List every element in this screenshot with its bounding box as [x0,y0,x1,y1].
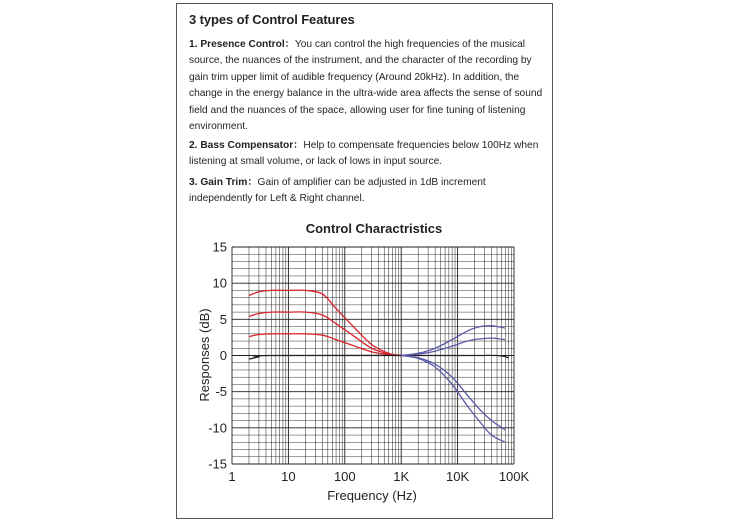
feature-text: You can control the high frequencies of the musical source, the nuances of the instrument, and the character of the recording by gain trim upper limit of audible frequency (Around 20kHz). In addition, the change in the energy balance in the ultra-wide area affects the sense of sound field and the nuances of the space, allowing user for fine tuning of listening environment. [189,39,543,133]
y-tick-label: 10 [212,275,227,291]
x-tick-label: 1 [228,469,236,484]
x-tick-label: 10 [281,469,296,484]
presence-curve [401,356,505,431]
chart-ticks [208,240,529,485]
y-tick-label: 0 [219,348,227,363]
y-tick-label: -10 [208,420,227,436]
feature-label: 1. Presence Control： [189,39,295,50]
feature-label: 2. Bass Compensator： [189,140,304,151]
section-title: 3 types of Control Features [189,12,355,27]
feature-text: Gain of amplifier can be adjusted in 1dB increment independently for Left & Right channel. [189,177,486,205]
y-tick-label: 15 [212,239,227,255]
feature-text: Help to compensate frequencies below 100Hz when listening at small volume, or lack of lows in input source. [189,140,539,168]
x-tick-label: 1K [393,469,410,484]
bass-curve [249,290,401,355]
y-axis-label: Responses (dB) [197,308,212,402]
x-tick-label: 100 [333,469,356,484]
y-tick-label: -15 [208,456,227,472]
x-axis-label: Frequency (Hz) [327,488,417,503]
chart-title: Control Charactristics [305,221,443,236]
x-tick-label: 100K [498,469,530,484]
presence-curve [401,326,505,356]
presence-curve [401,338,505,355]
bass-curve [249,334,401,356]
feature-label: 3. Gain Trim： [189,177,258,188]
y-tick-label: 5 [219,311,227,327]
x-tick-label: 10K [446,469,470,484]
y-tick-label: -5 [215,384,227,400]
